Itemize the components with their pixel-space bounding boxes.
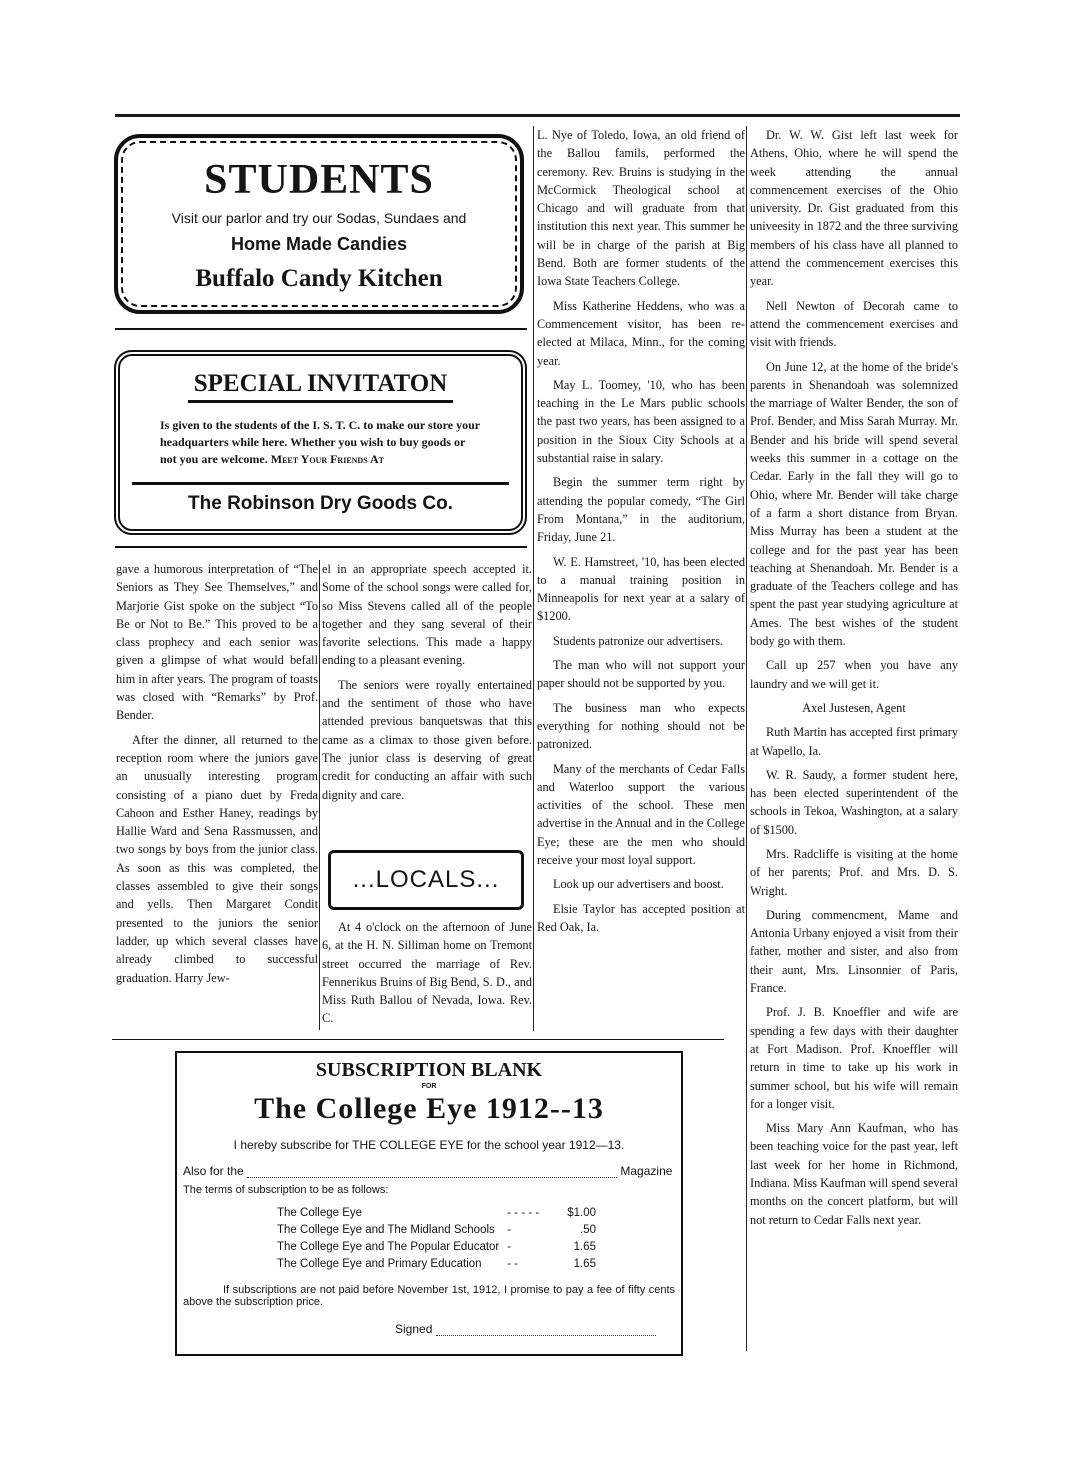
- subscription-intro: I hereby subscribe for THE COLLEGE EYE for the school year 1912—13.: [233, 1138, 625, 1152]
- paragraph: Call up 257 when you have any laundry and we will get it.: [750, 658, 958, 691]
- paragraph: The seniors were royally entertained and the sentiment of those who have attended previous banquetswas that this came as a climax to those given before. The junior class is deserving of great credit for conducting an affair with such dignity and care.: [322, 677, 532, 802]
- paragraph: On June 12, at the home of the bride's parents in Shenandoah was solemnized the marriage of Walter Bender, the son of Prof. Bender, and Miss Sarah Murray. Mr. Bender and his bride will spend several weeks this summer in a cottage on the Cedar. Early in the fall they will go to Ohio, where Mr. Bender will take charge of a farm a short distance from Bryan. Miss Murray has been a student at the college and for the past year has been teaching at Shenandoah. Mr. Bender is a graduate of the Teachers college and has spent the past year studying agriculture at Ames. The best wishes of the student body go with them.: [750, 359, 958, 649]
- paragraph: Mrs. Radcliffe is visiting at the home of her parents; Prof. and Mrs. D. S. Wright.: [750, 846, 958, 898]
- paragraph: After the dinner, all returned to the reception room where the juniors gave an unusually interesting program consisting of a piano duet by Freda Cahoon and Esther Haney, readings by Hallie Ward and Sena Rassmussen, and two songs by boys from the junior class. As soon as this was completed, the classes assembled to give their songs and yells. Then Margaret Condit presented to the juniors the senior ladder, up which several classes have already climbed to successful graduation. Harry Jew-: [116, 732, 318, 985]
- subscription-for: FOR: [421, 1083, 437, 1090]
- ad-title: STUDENTS: [204, 157, 434, 203]
- rates-table: [273, 1204, 600, 1272]
- ad-line: Visit our parlor and try our Sodas, Sundaes and: [171, 210, 467, 226]
- article-column-2: [322, 560, 532, 810]
- agent-signature: Axel Justesen, Agent: [802, 700, 906, 715]
- paragraph: Miss Katherine Heddens, who was a Commencement visitor, has been re-elected at Milaca, Minn., for the coming year.: [537, 298, 745, 368]
- rate-name: The College Eye and The Popular Educator: [277, 1240, 500, 1253]
- paragraph: At 4 o'clock on the afternoon of June 6, at the H. N. Silliman home on Tremont street occurred the marriage of Rev. Fennerikus Bruins of Big Bend, S. D., and Miss Ruth Ballou of Nevada, Iowa. Rev. C.: [322, 920, 532, 1026]
- signature-field[interactable]: [436, 1335, 656, 1336]
- subscription-title: SUBSCRIPTION BLANK: [315, 1059, 543, 1081]
- paragraph: Nell Newton of Decorah came to attend the commencement exercises and visit with friends.: [750, 298, 958, 350]
- rate-dashes: - -: [507, 1257, 519, 1270]
- ad-body: Is given to the students of the I. S. T. C. to make our store your headquarters while here. Whether you wish to buy goods or not you are welcome. Meet Your Friends At: [160, 418, 480, 466]
- ad-tagline: Meet Your Friends At: [270, 452, 384, 466]
- article-column-3: [537, 126, 745, 942]
- ad-robinson-dry-goods: [114, 350, 527, 535]
- paragraph: Many of the merchants of Cedar Falls and Waterloo support the various activities of the school. These men advertise in the Annual and in the College Eye; these are the men who should receive your most loyal support.: [537, 761, 745, 867]
- divider: [132, 482, 509, 485]
- paragraph: W. R. Saudy, a former student here, has been elected superintendent of the schools in Tekoa, Washington, at a salary of $1500.: [750, 767, 958, 837]
- rate-dashes: - - - - -: [507, 1206, 540, 1219]
- rate-name: The College Eye and The Midland Schools: [277, 1223, 495, 1236]
- paragraph: gave a humorous interpretation of “The Seniors as They See Themselves,” and Marjorie Gist spoke on the subject “To Be or Not to Be.” This proved to be a class prophecy and each senior was given a glimpse of what would befall him in after years. The program of toasts was closed with “Remarks” by Prof. Bender.: [116, 562, 318, 723]
- paragraph: W. E. Hamstreet, '10, has been elected to a manual training position in Minneapolis for next year at a salary of $1200.: [537, 554, 745, 624]
- subscription-blank: [175, 1051, 683, 1356]
- rate-name: The College Eye and Primary Education: [277, 1257, 482, 1270]
- paragraph: Ruth Martin has accepted first primary at Wapello, Ia.: [750, 725, 958, 758]
- paragraph: Look up our advertisers and boost.: [553, 877, 724, 892]
- article-column-1: [116, 560, 318, 993]
- table-row: [273, 1255, 600, 1272]
- ad-buffalo-candy-kitchen: [114, 134, 524, 314]
- paragraph: Students patronize our advertisers.: [553, 633, 724, 648]
- paragraph: The business man who expects everything for nothing should not be patronized.: [537, 700, 745, 752]
- paragraph: Prof. J. B. Knoeffler and wife are spending a few days with their daughter at Fort Madison. Prof. Knoeffler will return in time to take up his work in summer school, but his wife will remain for a longer visit.: [750, 1005, 958, 1111]
- paragraph: Dr. W. W. Gist left last week for Athens, Ohio, where he will spend the week attending the annual commencement exercises of the Ohio university. Dr. Gist graduated from this univeesity in 1872 and the three surviving members of his class have all planned to attend the commencement exercises this year.: [750, 128, 958, 289]
- rate-dashes: -: [507, 1240, 512, 1253]
- rate-price: .50: [579, 1223, 596, 1236]
- divider: [112, 1039, 724, 1040]
- locals-heading: ...LOCALS...: [328, 850, 524, 910]
- magazine-field[interactable]: [247, 1177, 617, 1178]
- paragraph: May L. Toomey, '10, who has been teaching in the Le Mars public schools the past two years, has been assigned to a position in the Sioux City Schools at a substantial raise in salary.: [537, 377, 745, 466]
- terms-line: The terms of subscription to be as follows:: [183, 1184, 389, 1196]
- rate-price: 1.65: [573, 1257, 596, 1270]
- article-column-2-locals: [322, 918, 532, 1034]
- column-rule: [746, 126, 747, 1351]
- paragraph: Begin the summer term right by attending the popular comedy, “The Girl From Montana,” in the auditorium, Friday, June 21.: [537, 475, 745, 545]
- signature-line: Signed: [395, 1322, 675, 1336]
- divider: [115, 328, 527, 330]
- ad-business-name: Buffalo Candy Kitchen: [195, 265, 443, 292]
- paragraph: el in an appropriate speech accepted it. Some of the school songs were called for, so Miss Stevens called all of the people together and they sang several of their favorite selections. This made a happy ending to a pleasant evening.: [322, 562, 532, 668]
- rate-price: 1.65: [573, 1240, 596, 1253]
- paragraph: Elsie Taylor has accepted position at Red Oak, Ia.: [537, 901, 745, 934]
- table-row: [273, 1221, 600, 1238]
- paragraph: Miss Mary Ann Kaufman, who has been teaching voice for the past year, left last week for her home in Richmond, Indiana. Miss Kaufman will spend several months on the concert platform, but will not return to Cedar Falls next year.: [750, 1121, 958, 1227]
- top-rule: [115, 114, 960, 117]
- rate-dashes: -: [507, 1223, 512, 1236]
- table-row: [273, 1204, 600, 1221]
- ad-title: SPECIAL INVITATON: [188, 370, 454, 403]
- column-rule: [533, 126, 534, 1031]
- fee-note: If subscriptions are not paid before November 1st, 1912, I promise to pay a fee of fifty cents above the subscription price.: [183, 1284, 675, 1308]
- rate-name: The College Eye: [277, 1206, 363, 1219]
- magazine-line: Also for the Magazine: [183, 1164, 673, 1178]
- ad-line: Home Made Candies: [230, 234, 408, 254]
- table-row: [273, 1238, 600, 1255]
- paragraph: The man who will not support your paper should not be supported by you.: [537, 658, 745, 691]
- column-rule: [319, 560, 320, 1030]
- divider: [115, 546, 527, 548]
- ad-business-name: The Robinson Dry Goods Co.: [188, 493, 453, 514]
- paper-title: The College Eye 1912--13: [254, 1092, 604, 1125]
- article-column-4: [750, 126, 958, 1235]
- paragraph: During commencment, Mame and Antonia Urbany enjoyed a visit from their father, mother and sister, and also from their aunt, Mrs. Linsonnier of Paris, France.: [750, 907, 958, 996]
- paragraph: L. Nye of Toledo, Iowa, an old friend of the Ballou famils, performed the ceremony. Rev. Bruins is studying in the McCormick Theological school at Chicago and will graduate from that institution this next year. This summer he will be in charge of the parish at Big Bend. Both are former students of the Iowa State Teachers College.: [537, 128, 745, 289]
- rate-price: $1.00: [567, 1206, 596, 1219]
